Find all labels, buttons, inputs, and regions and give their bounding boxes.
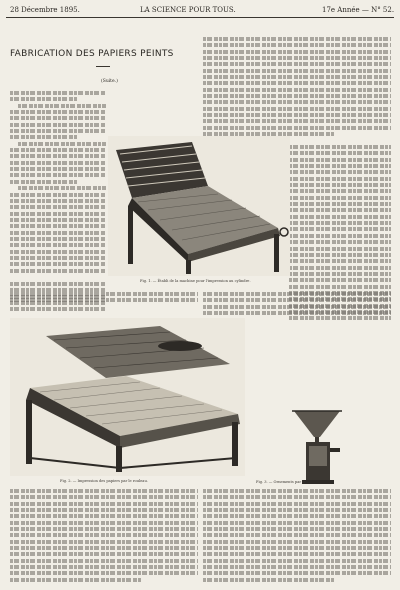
journal-name: LA SCIENCE POUR TOUS. (140, 6, 236, 14)
issue-date: 28 Décembre 1895. (10, 6, 80, 14)
right-text-mid (203, 292, 391, 305)
issue-number: 17e Année — N° 52. (322, 6, 395, 14)
figure-1-machine-engraving (108, 136, 290, 276)
bottom-right-column-text (203, 489, 391, 584)
figure-1-caption: Fig. 1. — Établi de la machine pour l'impression au cylindre. (140, 279, 251, 283)
figure-2-caption: Fig. 2. — Impression des papiers par le rouleau. (60, 479, 148, 483)
article-title: FABRICATION DES PAPIERS PEINTS (10, 49, 174, 59)
title-divider (96, 66, 110, 67)
figure-2-roller-table-engraving (10, 318, 245, 476)
right-column-text-top (203, 37, 391, 139)
header-rule (6, 17, 394, 18)
figure-3-caption: Fig. 3. — Ornements par le ... (256, 480, 311, 484)
article-subtitle: (Suite.) (101, 79, 118, 84)
bottom-left-column-text (10, 489, 198, 584)
left-column-text (10, 91, 106, 275)
full-width-text (10, 292, 198, 305)
right-text-above-fig3 (203, 305, 391, 318)
